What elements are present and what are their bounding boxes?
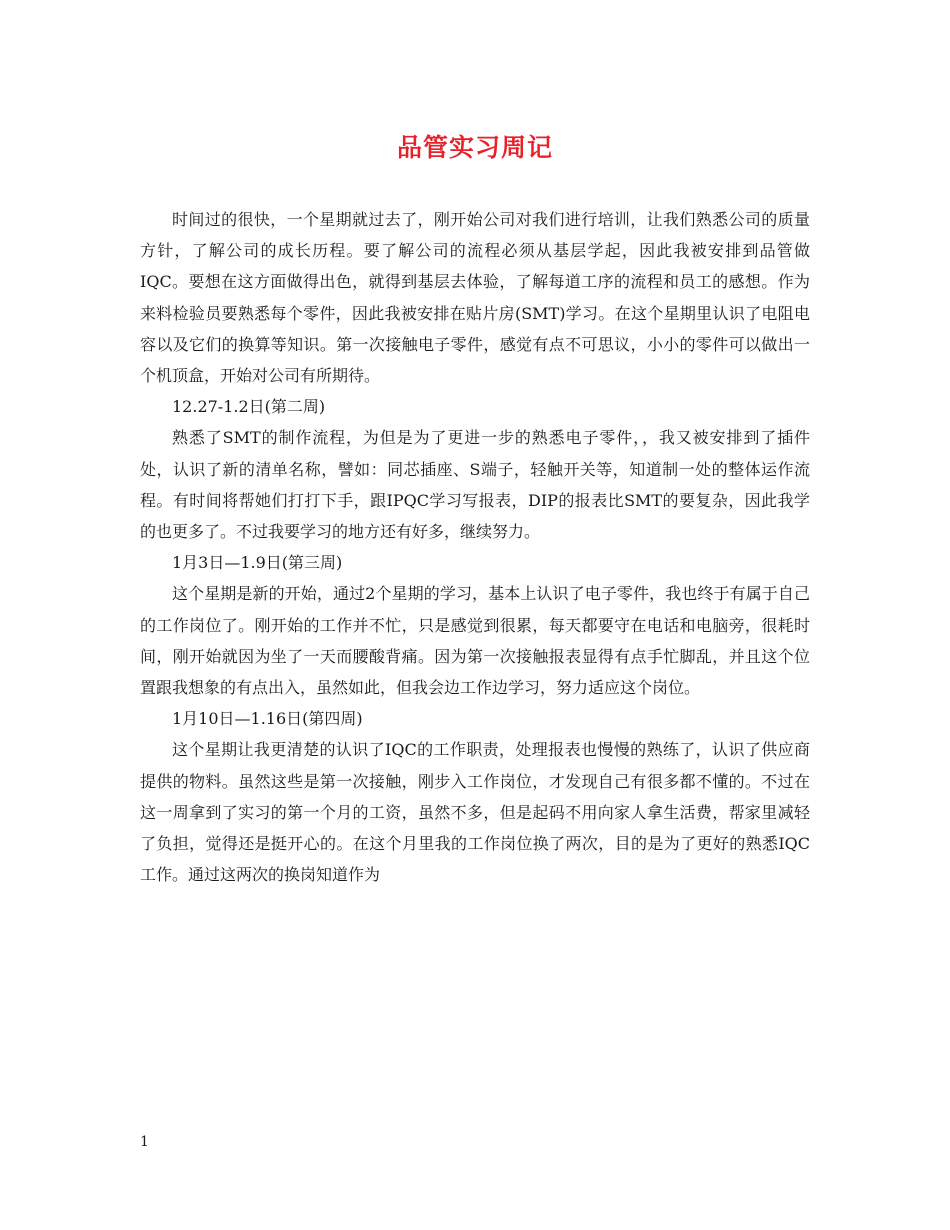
page-number: 1 xyxy=(140,1134,149,1150)
week-heading: 1月10日—1.16日(第四周) xyxy=(172,709,363,729)
paragraph: 熟悉了SMT的制作流程，为但是为了更进一步的熟悉电子零件，，我又被安排到了插件处，认识了新的清单名称，譬如：同芯插座、S端子，轻触开关等，知道制一处的整体运作流程。有时间将帮她们打打下手，跟IPQC学习写报表，DIP的报表比SMT的要复杂，因此我学的也更多了。不过我要学习的地方还有好多，继续努力。 xyxy=(140,428,810,542)
week-heading: 12.27-1.2日(第二周) xyxy=(172,397,326,417)
paragraph: 时间过的很快，一个星期就过去了，刚开始公司对我们进行培训，让我们熟悉公司的质量方针，了解公司的成长历程。要了解公司的流程必须从基层学起，因此我被安排到品管做IQC。要想在这方面做得出色，就得到基层去体验，了解每道工序的流程和员工的感想。作为来料检验员要熟悉每个零件，因此我被安排在贴片房(SMT)学习。在这个星期里认识了电阻电容以及它们的换算等知识。第一次接触电子零件，感觉有点不可思议，小小的零件可以做出一个机顶盒，开始对公司有所期待。 xyxy=(140,210,810,386)
week-heading: 1月3日—1.9日(第三周) xyxy=(172,553,343,573)
paragraph: 这个星期让我更清楚的认识了IQC的工作职责，处理报表也慢慢的熟练了，认识了供应商提供的物料。虽然这些是第一次接触，刚步入工作岗位，才发现自己有很多都不懂的。不过在这一周拿到了实习的第一个月的工资，虽然不多，但是起码不用向家人拿生活费，帮家里减轻了负担，觉得还是挺开心的。在这个月里我的工作岗位换了两次，目的是为了更好的熟悉IQC工作。通过这两次的换岗知道作为 xyxy=(140,740,810,885)
document-body xyxy=(140,204,810,890)
paragraph: 这个星期是新的开始，通过2个星期的学习，基本上认识了电子零件，我也终于有属于自己的工作岗位了。刚开始的工作并不忙，只是感觉到很累，每天都要守在电话和电脑旁，很耗时间，刚开始就因为坐了一天而腰酸背痛。因为第一次接触报表显得有点手忙脚乱，并且这个位置跟我想象的有点出入，虽然如此，但我会边工作边学习，努力适应这个岗位。 xyxy=(140,584,810,698)
document-title: 品管实习周记 xyxy=(396,133,553,162)
